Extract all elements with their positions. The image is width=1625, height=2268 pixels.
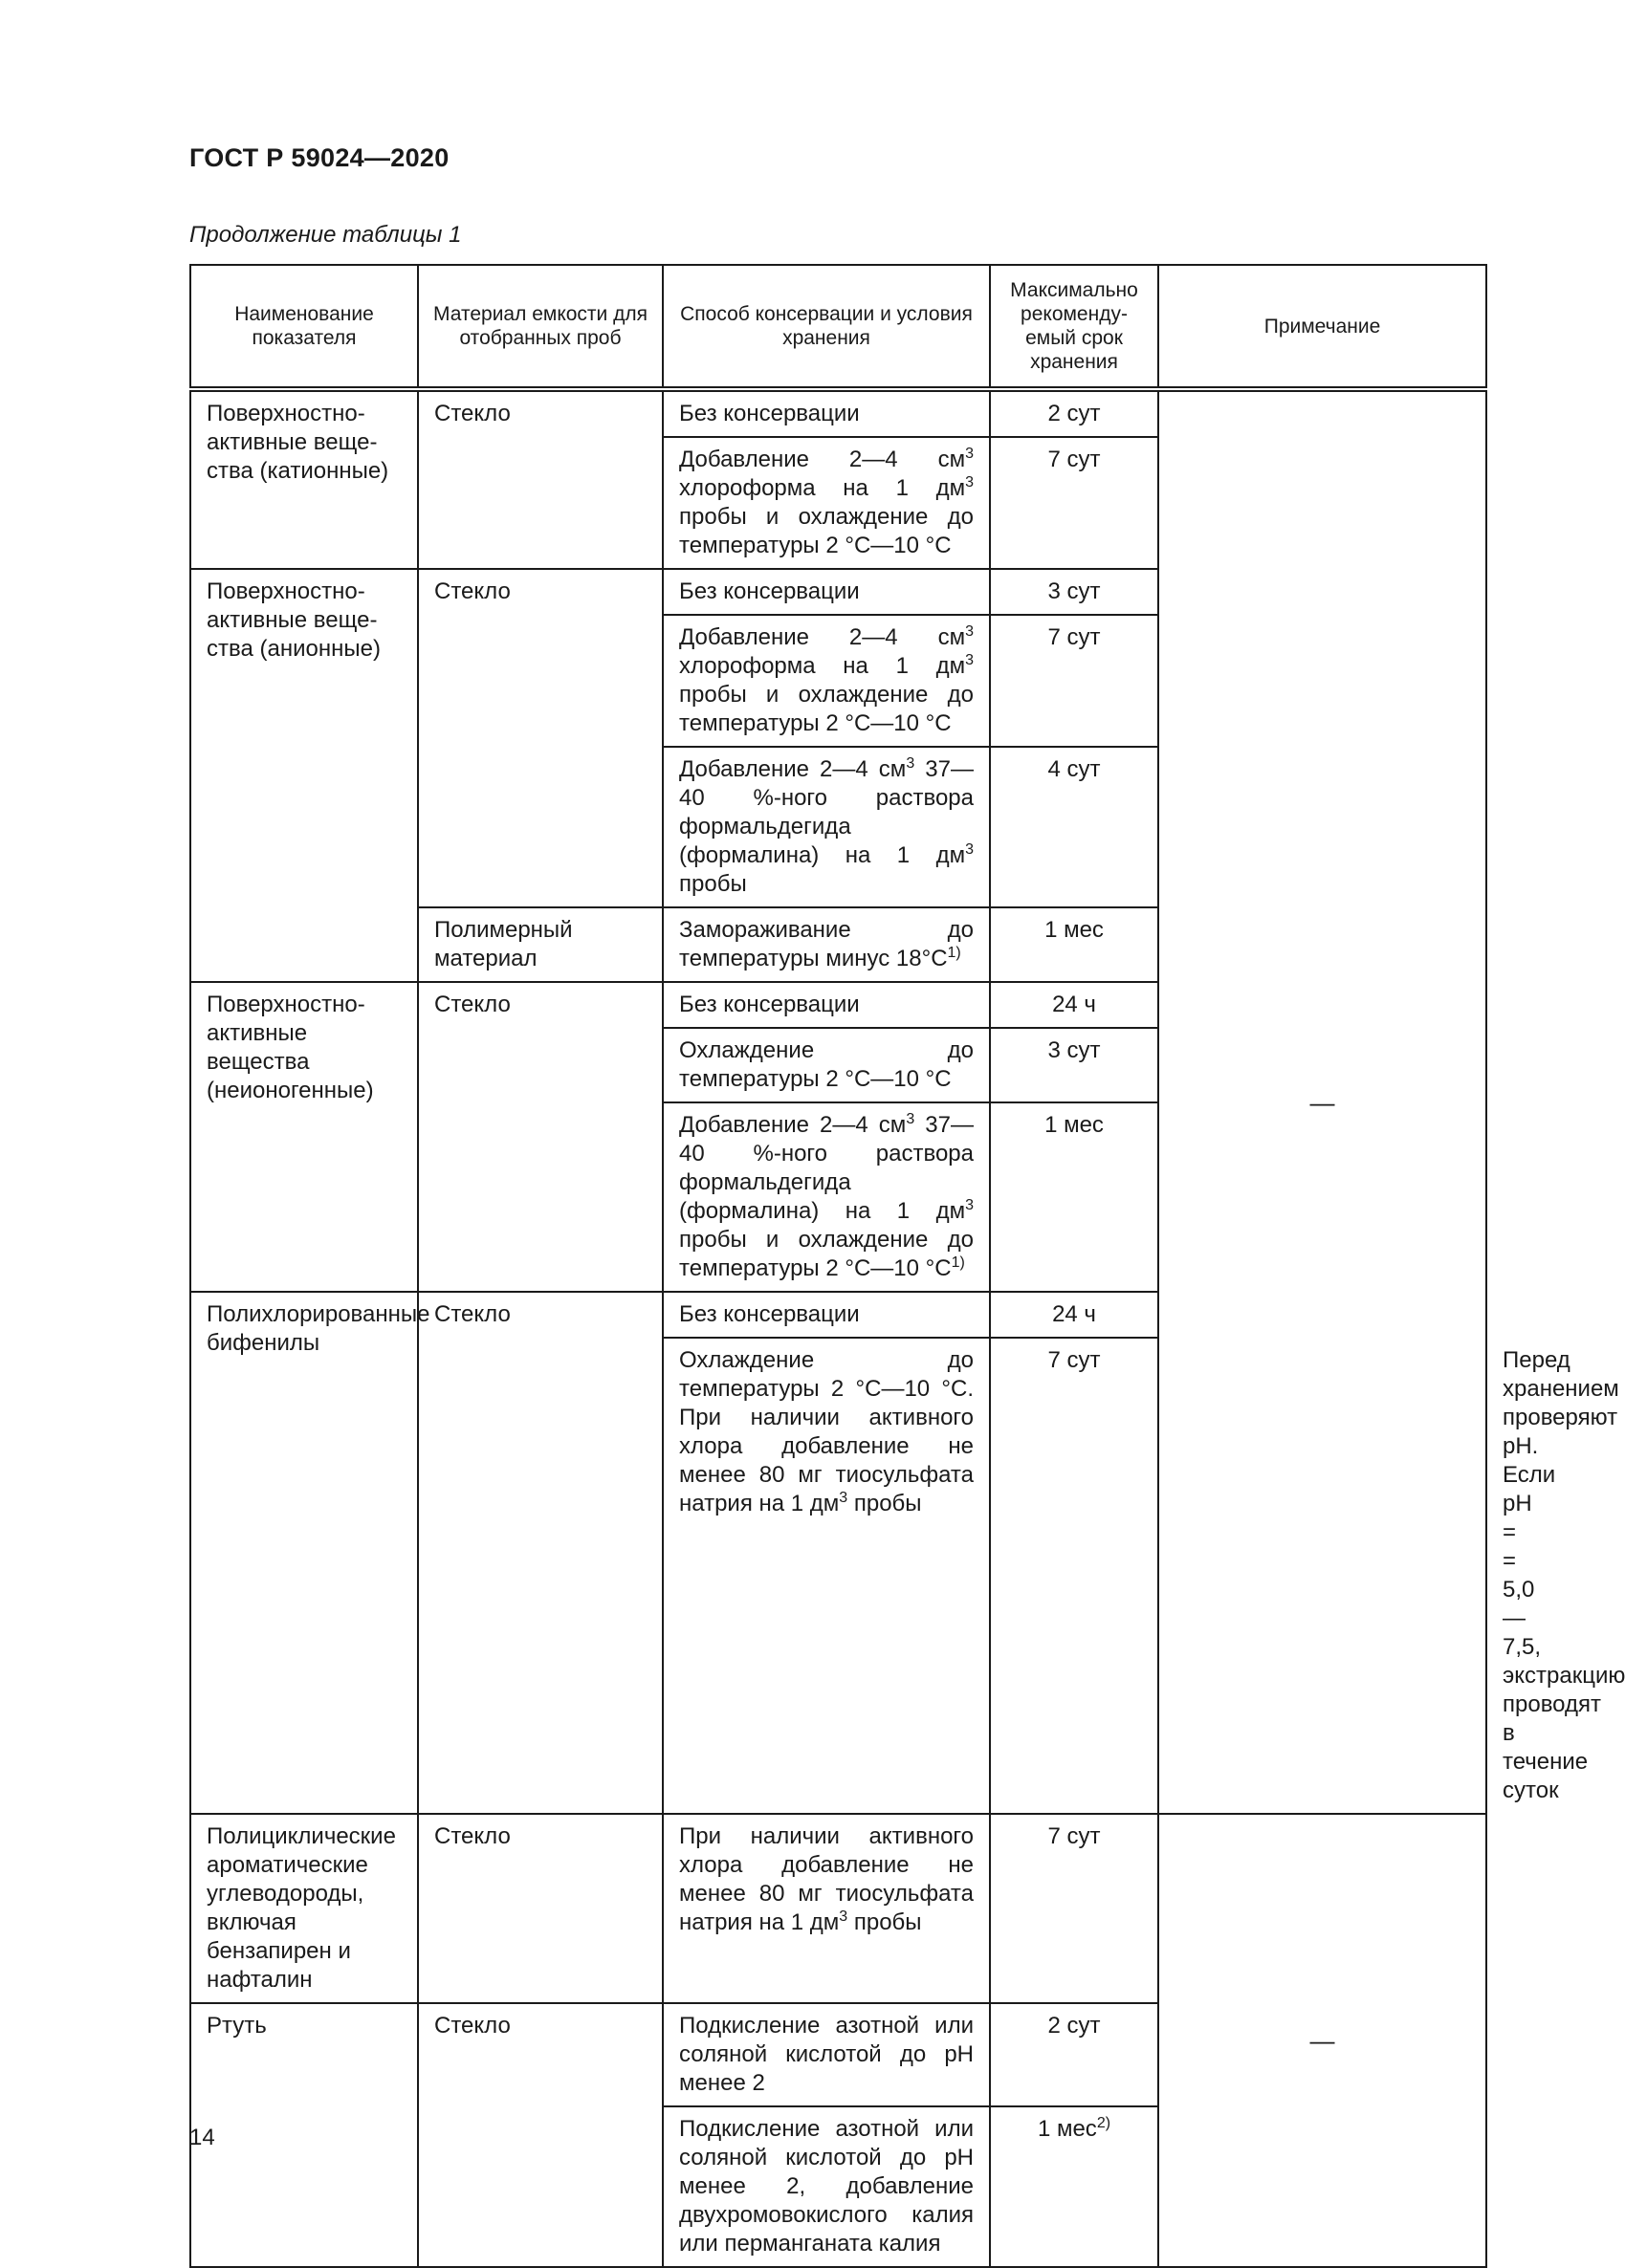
note-cell: — — [1158, 389, 1486, 1814]
period-cell: 3 сут — [990, 1028, 1158, 1102]
method-cell: Добавление 2—4 $см^3$ 37—40 %-ного раствора формальдегида (формалина) на 1 $дм^3$ пробы — [663, 747, 990, 907]
col-header-material: Материал емкости для отобранных проб — [418, 265, 663, 389]
period-cell: 4 сут — [990, 747, 1158, 907]
method-cell: Без консервации — [663, 389, 990, 437]
indicator-cell: Поверхностно-активные веще-ства (анионные) — [190, 569, 418, 982]
document-code: ГОСТ Р 59024—2020 — [189, 143, 450, 172]
period-cell: 7 сут — [990, 437, 1158, 569]
indicator-cell: Ртуть — [190, 2003, 418, 2267]
material-cell: Стекло — [418, 389, 663, 569]
period-cell: 24 ч — [990, 1292, 1158, 1338]
period-cell: 7 сут — [990, 615, 1158, 747]
method-cell: Без консервации — [663, 1292, 990, 1338]
material-cell: Стекло — [418, 569, 663, 907]
indicator-cell: Полихлорированные бифенилы — [190, 1292, 418, 1814]
material-cell: Стекло — [418, 2003, 663, 2267]
col-header-method: Способ консервации и условия хранения — [663, 265, 990, 389]
period-cell: 2 сут — [990, 2003, 1158, 2106]
method-cell: Без консервации — [663, 982, 990, 1028]
period-cell: 3 сут — [990, 569, 1158, 615]
method-cell: Подкисление азотной или соляной кислотой до рН менее 2, добавление двухромовокислого калия или перманганата калия — [663, 2106, 990, 2267]
method-cell: Добавление 2—4 $см^3$ хлороформа на 1 $дм^3$ пробы и охлаждение до температуры 2 °С—10 °С — [663, 437, 990, 569]
period-cell: 2 сут — [990, 389, 1158, 437]
table-caption: Продолжение таблицы 1 — [189, 222, 462, 248]
period-cell: 7 сут — [990, 1338, 1158, 1814]
method-cell: Без консервации — [663, 569, 990, 615]
table-header-row — [190, 265, 1486, 389]
method-cell: Охлаждение до температуры 2 °С—10 °С — [663, 1028, 990, 1102]
indicator-cell: Поверхностно-активные вещества (неионогенные) — [190, 982, 418, 1292]
method-cell: При наличии активного хлора добавление не менее 80 мг тиосульфата натрия на 1 $дм^3$ пробы — [663, 1814, 990, 2003]
period-cell: 1 мес — [990, 1102, 1158, 1292]
col-header-note: Примечание — [1158, 265, 1486, 389]
table-row — [190, 389, 1486, 437]
note-cell: — — [1158, 1814, 1486, 2267]
material-cell: Полимерный материал — [418, 907, 663, 982]
indicator-cell: Полициклические ароматические углеводороды, включая бензапирен и нафталин — [190, 1814, 418, 2003]
period-cell: 24 ч — [990, 982, 1158, 1028]
storage-conditions-table — [189, 264, 1625, 2268]
material-cell: Стекло — [418, 1814, 663, 2003]
method-cell: Добавление 2—4 $см^3$ хлороформа на 1 $дм^3$ пробы и охлаждение до температуры 2 °С—10 °С — [663, 615, 990, 747]
method-cell: Добавление 2—4 $см^3$ 37—40 %-ного раствора формальдегида (формалина) на 1 $дм^3$ пробы и охлаждение до температуры 2 °С—10 $^\circ С^{1)}$ — [663, 1102, 990, 1292]
col-header-indicator: Наименование показателя — [190, 265, 418, 389]
material-cell: Стекло — [418, 982, 663, 1292]
indicator-cell: Поверхностно-активные веще-ства (катионные) — [190, 389, 418, 569]
method-cell: Охлаждение до температуры 2 °С—10 °С. При наличии активного хлора добавление не менее 80 мг тиосульфата натрия на 1 $дм^3$ пробы — [663, 1338, 990, 1814]
method-cell: Замораживание до температуры минус $18^\circ С^{1)}$ — [663, 907, 990, 982]
period-cell: 7 сут — [990, 1814, 1158, 2003]
page-number: 14 — [189, 2125, 215, 2150]
table-row — [190, 1814, 1486, 2003]
method-cell: Подкисление азотной или соляной кислотой до рН менее 2 — [663, 2003, 990, 2106]
material-cell: Стекло — [418, 1292, 663, 1814]
period-cell: 1 мес — [990, 907, 1158, 982]
period-cell: 1 мес$^{2)}$ — [990, 2106, 1158, 2267]
table-row: Охлаждение до температуры 2 °С—10 °С. При наличии активного хлора добавление не менее 80 мг тиосульфата натрия на 1 $дм^3$ пробы 7 сут Перед хранением проверяют рН. Если рН = = 5,0—7,5, экстракцию проводят в течение суток — [190, 1338, 1486, 1814]
col-header-period: Максимально рекоменду-емый срок хранения — [990, 265, 1158, 389]
